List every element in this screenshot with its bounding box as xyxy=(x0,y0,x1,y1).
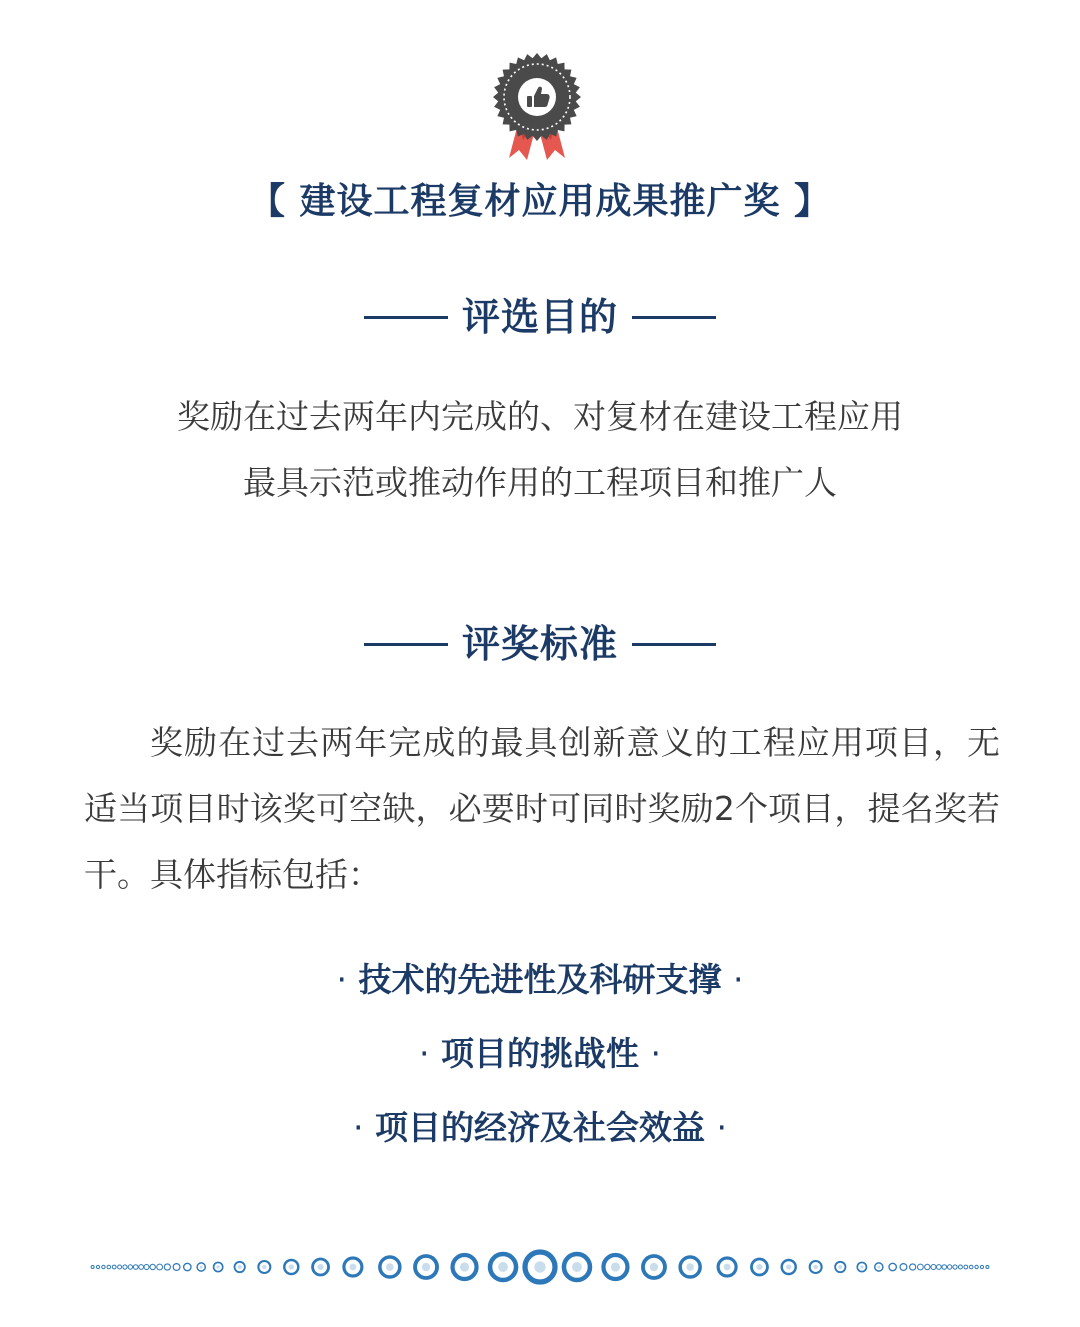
criteria-bullet-list xyxy=(0,950,1080,1172)
criteria-heading xyxy=(0,620,1080,668)
bullet-dot: · xyxy=(650,1034,661,1073)
heading-left-rule xyxy=(364,316,448,319)
purpose-line: 最具示范或推动作用的工程项目和推广人 xyxy=(243,463,837,502)
purpose-line: 奖励在过去两年内完成的、对复材在建设工程应用 xyxy=(177,397,903,436)
bullet-dot: · xyxy=(733,960,744,999)
bullet-text: 技术的先进性及科研支撑 xyxy=(358,960,722,999)
bullet-dot: · xyxy=(336,960,347,999)
purpose-heading-text: 评选目的 xyxy=(461,295,618,339)
criteria-heading-text: 评奖标准 xyxy=(461,622,618,666)
criteria-paragraph: 奖励在过去两年完成的最具创新意义的工程应用项目，无适当项目时该奖可空缺，必要时可同时奖励2个项目，提名奖若干。具体指标包括： xyxy=(84,723,1000,894)
bullet-dot: · xyxy=(353,1108,364,1147)
award-title: 【 建设工程复材应用成果推广奖 】 xyxy=(248,181,832,222)
criteria-bullet xyxy=(0,1024,1080,1098)
criteria-bullet xyxy=(0,1098,1080,1172)
heading-right-rule xyxy=(632,643,716,646)
bullet-text: 项目的挑战性 xyxy=(441,1034,639,1073)
purpose-text xyxy=(0,384,1080,516)
heading-left-rule xyxy=(364,643,448,646)
bullet-dot: · xyxy=(419,1034,430,1073)
award-badge-icon xyxy=(489,50,585,165)
bullet-text: 项目的经济及社会效益 xyxy=(375,1108,705,1147)
decorative-dot-divider xyxy=(90,1240,990,1294)
purpose-heading xyxy=(0,293,1080,341)
criteria-bullet xyxy=(0,950,1080,1024)
bullet-dot: · xyxy=(716,1108,727,1147)
heading-right-rule xyxy=(632,316,716,319)
